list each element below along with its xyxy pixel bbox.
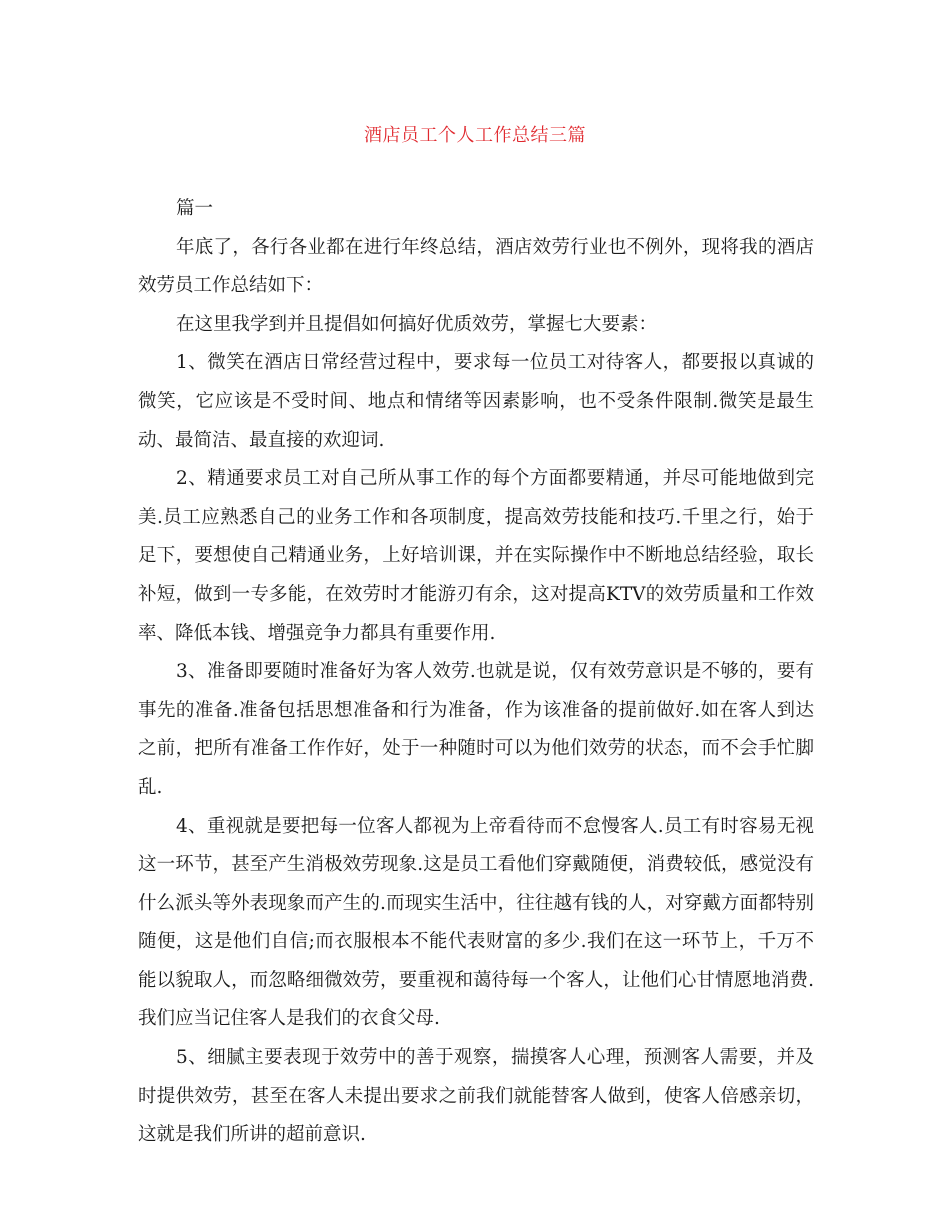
paragraph: 在这里我学到并且提倡如何搞好优质效劳，掌握七大要素： (176, 313, 658, 335)
paragraph: 1、微笑在酒店日常经营过程中，要求每一位员工对待客人，都要报以真诚的微笑，它应该是不受时间、地点和情绪等因素影响，也不受条件限制.微笑是最生动、最简洁、最直接的欢迎词. (138, 352, 814, 451)
paragraph: 4、重视就是要把每一位客人都视为上帝看待而不怠慢客人.员工有时容易无视这一环节，甚至产生消极效劳现象.这是员工看他们穿戴随便，消费较低，感觉没有什么派头等外表现象而产生的.而现实生活中，往往越有钱的人，对穿戴方面都特别随便，这是他们自信;而衣服根本不能代表财富的多少.我们在这一环节上，千万不能以貌取人，而忽略细微效劳，要重视和蔼待每一个客人，让他们心甘情愿地消费.我们应当记住客人是我们的衣食父母. (138, 815, 814, 1030)
document-body (138, 190, 814, 1155)
paragraph: 年底了，各行各业都在进行年终总结，酒店效劳行业也不例外，现将我的酒店效劳员工作总结如下： (138, 236, 814, 297)
paragraph: 3、准备即要随时准备好为客人效劳.也就是说，仅有效劳意识是不够的，要有事先的准备.准备包括思想准备和行为准备，作为该准备的提前做好.如在客人到达之前，把所有准备工作作好，处于一种随时可以为他们效劳的状态，而不会手忙脚乱. (138, 661, 814, 798)
document-title: 酒店员工个人工作总结三篇 (364, 125, 586, 146)
section-heading: 篇一 (176, 198, 214, 219)
paragraph: 2、精通要求员工对自己所从事工作的每个方面都要精通，并尽可能地做到完美.员工应熟悉自己的业务工作和各项制度，提高效劳技能和技巧.千里之行，始于足下，要想使自己精通业务，上好培训课，并在实际操作中不断地总结经验，取长补短，做到一专多能，在效劳时才能游刃有余，这对提高KTV的效劳质量和工作效率、降低本钱、增强竞争力都具有重要作用. (138, 468, 814, 644)
paragraph: 5、细腻主要表现于效劳中的善于观察，揣摸客人心理，预测客人需要，并及时提供效劳，甚至在客人未提出要求之前我们就能替客人做到，使客人倍感亲切，这就是我们所讲的超前意识. (138, 1047, 814, 1146)
